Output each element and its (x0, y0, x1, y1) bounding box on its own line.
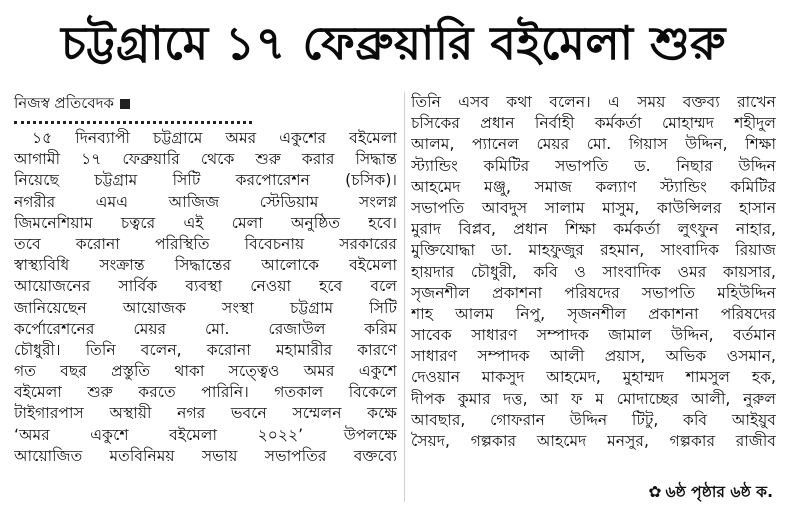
column-divider (404, 92, 405, 502)
text-line: দীপক কুমার দত্ত, আ ফ ম মোদাচ্ছের আলী, নুরুল (411, 389, 776, 408)
text-line: সৃজনশীল প্রকাশনা পরিষদের সভাপতি মহিউদ্দিন (411, 283, 776, 302)
square-bullet-icon (120, 99, 130, 109)
text-line: স্ট্যান্ডিং কমিটির সভাপতি ড. নিছার উদ্দিন (411, 156, 776, 175)
text-line: নগরীর এমএ আজিজ স্টেডিয়াম সংলগ্ন (14, 192, 397, 211)
text-line: চৌধুরী। তিনি বলেন, করোনা মহামারীর কারণে (14, 340, 397, 359)
text-line: তিনি এসব কথা বলেন। এ সময় বক্তব্য রাখেন (411, 93, 776, 111)
text-line: সভাপতি আবদুস সালাম মাসুম, কাউন্সিলর হাসান (411, 198, 776, 217)
text-line: স্বাস্থ্যবিধি সংক্রান্ত সিদ্ধান্তের আলোকে বইমেলা (14, 256, 397, 275)
continuation-text: ৬ষ্ঠ পৃষ্ঠার ৬ষ্ঠ ক. (665, 483, 773, 501)
text-line: বইমেলা শুরু করতে পারিনি। গতকাল বিকেলে (14, 383, 397, 402)
continuation-reference (648, 482, 773, 503)
text-line: তবে করোনা পরিস্থিতি বিবেচনায় সরকারের (14, 234, 397, 253)
article-column-left (14, 128, 397, 467)
byline (14, 93, 130, 113)
article-column-right (411, 92, 776, 452)
text-line: ‘অমর একুশে বইমেলা ২০২২’ উপলক্ষে (14, 425, 397, 444)
text-line: শাহ আলম নিপু, সৃজনশীল প্রকাশনা পরিষদের (411, 304, 776, 323)
text-line: নিয়েছে চট্টগ্রাম সিটি করপোরেশন (চসিক)। (14, 171, 397, 190)
byline-text: নিজস্ব প্রতিবেদক (14, 94, 115, 112)
text-line: হায়দার চৌধুরী, কবি ও সাংবাদিক ওমর কায়সার, (411, 262, 776, 281)
text-line: মুক্তিযোদ্ধা ডা. মাহফুজুর রহমান, সাংবাদিক রিয়াজ (411, 241, 776, 260)
text-line: সাবেক সাধারণ সম্পাদক জামাল উদ্দিন, বর্তমান (411, 326, 776, 345)
text-line: গত বছর প্রস্তুতি থাকা সত্ত্বেও অমর একুশে (14, 362, 397, 381)
text-line: আহমেদ মঞ্জু, সমাজ কল্যাণ স্ট্যান্ডিং কমিটির (411, 177, 776, 196)
text-line: আয়োজিত মতবিনিময় সভায় সভাপতির বক্তব্যে (14, 446, 397, 465)
headline: চট্টগ্রামে ১৭ ফেব্রুয়ারি বইমেলা শুরু (61, 16, 726, 70)
text-line: আবছার, গোফরান উদ্দিন টিটু, কবি আইয়ুব (411, 410, 776, 429)
text-line: টাইগারপাস অস্থায়ী নগর ভবনে সম্মেলন কক্ষে (14, 404, 397, 423)
flower-bullet-icon: ✿ (648, 483, 662, 501)
text-line: ১৫ দিনব্যাপী চট্টগ্রামে অমর একুশের বইমেলা (32, 129, 397, 147)
text-line: মুরাদ বিপ্লব, প্রধান শিক্ষা কর্মকর্তা লুৎফুন নাহার, (411, 220, 776, 239)
dotted-divider (14, 121, 252, 124)
text-line: আয়োজনের সার্বিক ব্যবস্থা নেওয়া হবে বলে (14, 277, 397, 296)
text-line: আলম, প্যানেল মেয়র মো. গিয়াস উদ্দিন, শিক্ষা (411, 135, 776, 154)
text-line: কর্পোরেশনের মেয়র মো. রেজাউল করিম (14, 319, 397, 338)
text-line: জানিয়েছেন আয়োজক সংস্থা চট্টগ্রাম সিটি (14, 298, 397, 317)
text-line: চসিকের প্রধান নির্বাহী কর্মকর্তা মোহাম্মদ শহীদুল (411, 114, 776, 133)
text-line: জিমনেশিয়াম চত্বরে এই মেলা অনুষ্ঠিত হবে। (14, 213, 397, 232)
text-line: আগামী ১৭ ফেব্রুয়ারি থেকে শুরু করার সিদ্ধান্ত (14, 150, 397, 169)
text-line: সৈয়দ, গল্পকার আহমেদ মনসুর, গল্পকার রাজীব (411, 432, 776, 450)
text-line: সাধারণ সম্পাদক আলী প্রয়াস, অভিক ওসমান, (411, 347, 776, 366)
text-line: দেওয়ান মাকসুদ আহমেদ, মুহাম্মদ শামসুল হক, (411, 368, 776, 387)
